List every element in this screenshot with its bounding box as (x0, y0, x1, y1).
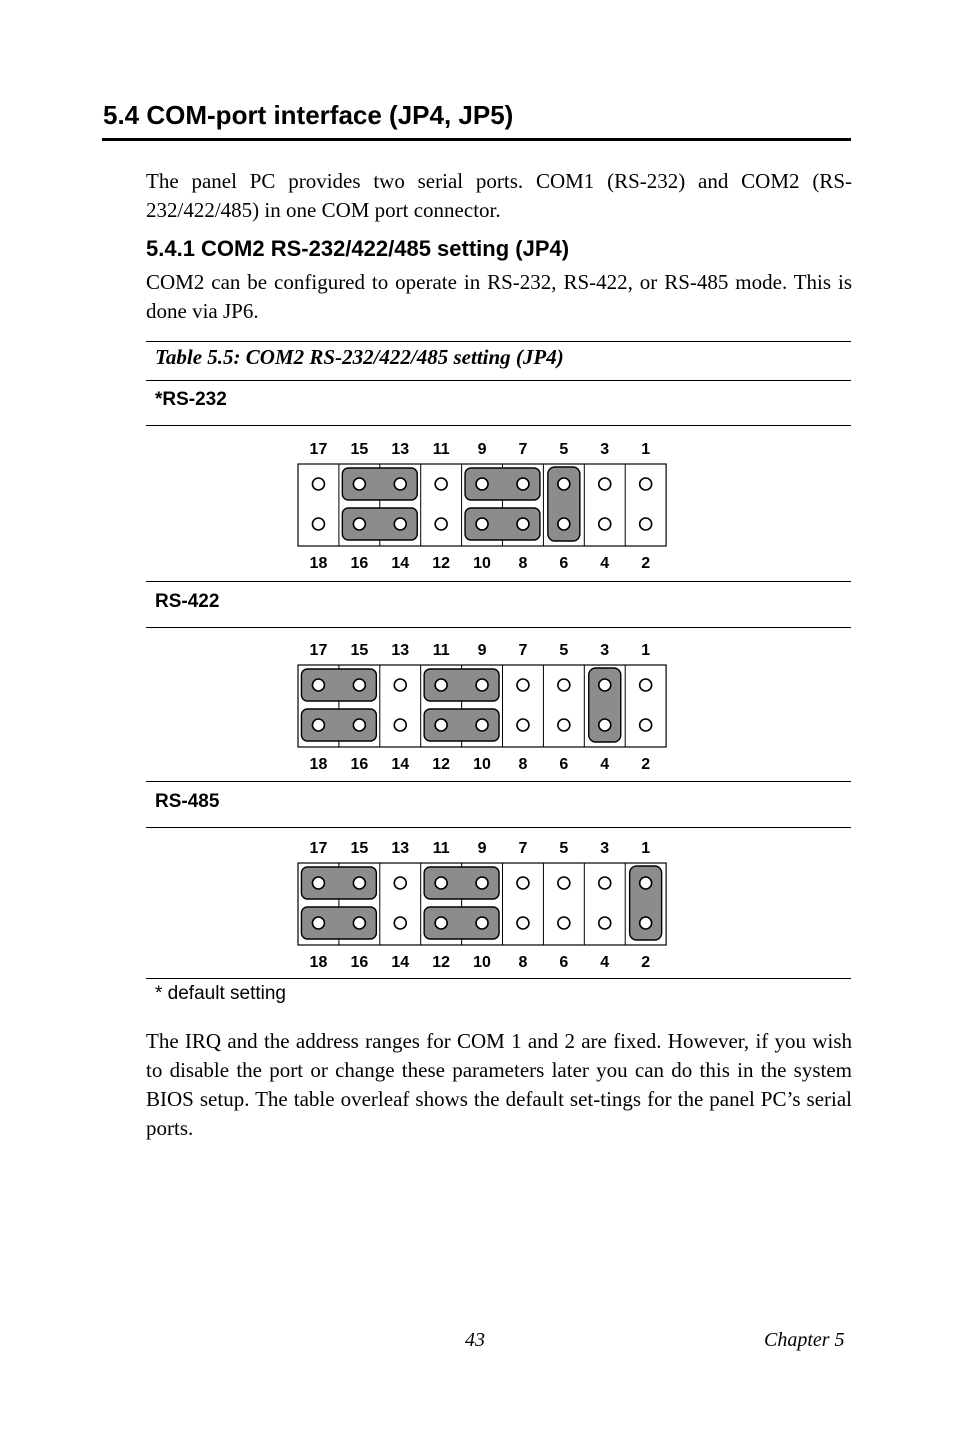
pin-number-bottom: 2 (641, 756, 651, 773)
pin-number-bottom: 6 (559, 756, 569, 773)
pin-number-bottom: 10 (473, 756, 491, 773)
pin (599, 679, 611, 691)
subsection-title: 5.4.1 COM2 RS-232/422/485 setting (JP4) (146, 236, 570, 261)
table-footnote: * default setting (155, 983, 286, 1004)
pin-number-bottom: 12 (432, 756, 451, 773)
jumper-diagram-rs232 (290, 430, 670, 570)
pin-number-top: 3 (600, 441, 610, 458)
table-row-rule (146, 627, 851, 628)
mode-label-rs422: RS-422 (155, 591, 220, 612)
pin (558, 877, 570, 889)
chapter-label: Chapter 5 (764, 1329, 845, 1351)
pin-number-top: 13 (391, 642, 410, 659)
pin (394, 518, 406, 530)
table-row-rule (146, 425, 851, 426)
pin (435, 679, 447, 691)
pin (476, 877, 488, 889)
pin (394, 719, 406, 731)
pin-number-bottom: 12 (432, 555, 451, 572)
pin-number-bottom: 14 (391, 555, 410, 572)
pin-number-top: 17 (309, 642, 328, 659)
pin-number-bottom: 2 (641, 954, 651, 971)
page-number: 43 (465, 1329, 485, 1351)
pin (476, 719, 488, 731)
intro-paragraph: The panel PC provides two serial ports. COM1 (RS-232) and COM2 (RS-232/422/485) in one COM port connector. (146, 169, 852, 222)
pin-number-bottom: 18 (309, 954, 328, 971)
pin (394, 478, 406, 490)
pin (599, 877, 611, 889)
pin-number-top: 1 (641, 441, 651, 458)
pin-number-bottom: 16 (350, 954, 369, 971)
pin (312, 679, 324, 691)
pin (599, 518, 611, 530)
pin-number-bottom: 16 (350, 756, 369, 773)
table-top-rule (146, 341, 851, 342)
mode-label-rs485: RS-485 (155, 791, 220, 812)
pin (517, 518, 529, 530)
pin (517, 877, 529, 889)
pin (476, 518, 488, 530)
pin (640, 719, 652, 731)
pin-number-top: 11 (432, 642, 450, 659)
table-caption: Table 5.5: COM2 RS-232/422/485 setting (JP4) (155, 345, 564, 369)
pin-number-top: 17 (309, 840, 328, 857)
pin-number-bottom: 16 (350, 555, 369, 572)
pin (558, 679, 570, 691)
pin (353, 679, 365, 691)
pin-number-bottom: 10 (473, 954, 491, 971)
pin (558, 719, 570, 731)
pin (476, 679, 488, 691)
pin (435, 478, 447, 490)
pin (558, 917, 570, 929)
pin (394, 877, 406, 889)
pin (435, 917, 447, 929)
pin-number-top: 15 (350, 840, 369, 857)
pin (517, 679, 529, 691)
pin (517, 719, 529, 731)
pin-number-bottom: 18 (309, 555, 328, 572)
pin (640, 518, 652, 530)
pin-number-bottom: 12 (432, 954, 451, 971)
pin (640, 917, 652, 929)
pin (312, 877, 324, 889)
pin (435, 719, 447, 731)
table-caption-rule (146, 380, 851, 381)
pin-number-bottom: 6 (559, 954, 569, 971)
subsection-paragraph: COM2 can be configured to operate in RS-232, RS-422, or RS-485 mode. This is done via JP6. (146, 270, 852, 323)
pin-number-bottom: 4 (600, 756, 610, 773)
pin-number-top: 1 (641, 642, 651, 659)
pin-number-top: 13 (391, 441, 410, 458)
pin-number-top: 7 (518, 642, 528, 659)
pin (353, 719, 365, 731)
pin (312, 917, 324, 929)
pin (353, 917, 365, 929)
mode-label-rs232: *RS-232 (155, 389, 227, 410)
pin (640, 478, 652, 490)
pin-number-top: 9 (477, 642, 487, 659)
pin-number-top: 15 (350, 441, 369, 458)
pin-number-top: 13 (391, 840, 410, 857)
pin (394, 917, 406, 929)
pin-number-top: 5 (559, 840, 569, 857)
pin-number-top: 3 (600, 840, 610, 857)
pin (558, 478, 570, 490)
pin (394, 679, 406, 691)
section-rule (102, 138, 851, 141)
pin-number-bottom: 14 (391, 756, 410, 773)
jumper-diagram-rs422 (290, 631, 670, 771)
pin-number-top: 15 (350, 642, 369, 659)
pin-number-top: 5 (559, 642, 569, 659)
pin (599, 917, 611, 929)
pin-number-bottom: 8 (518, 954, 528, 971)
pin (599, 719, 611, 731)
pin (558, 518, 570, 530)
closing-paragraph: The IRQ and the address ranges for COM 1 and 2 are fixed. However, if you wish to disable the port or change these parameters later you can do this in the system BIOS setup. The table overleaf shows the default set-tings for the panel PC’s serial ports. (146, 1029, 852, 1140)
pin (476, 478, 488, 490)
pin-number-top: 7 (518, 840, 528, 857)
pin (353, 478, 365, 490)
pin-number-top: 11 (432, 441, 450, 458)
pin (517, 917, 529, 929)
pin (517, 478, 529, 490)
section-title: 5.4 COM-port interface (JP4, JP5) (103, 100, 514, 130)
pin-number-bottom: 6 (559, 555, 569, 572)
pin-number-bottom: 8 (518, 756, 528, 773)
table-row-rule (146, 581, 851, 582)
pin (435, 877, 447, 889)
pin-number-top: 11 (432, 840, 450, 857)
pin-number-top: 5 (559, 441, 569, 458)
table-row-rule (146, 781, 851, 782)
pin-number-bottom: 8 (518, 555, 528, 572)
pin-number-top: 9 (477, 441, 487, 458)
pin (312, 518, 324, 530)
pin (312, 478, 324, 490)
pin (353, 877, 365, 889)
pin-number-top: 7 (518, 441, 528, 458)
pin-number-bottom: 18 (309, 756, 328, 773)
pin-number-top: 9 (477, 840, 487, 857)
pin-number-top: 1 (641, 840, 651, 857)
pin-number-bottom: 14 (391, 954, 410, 971)
pin-number-top: 3 (600, 642, 610, 659)
pin-number-bottom: 4 (600, 555, 610, 572)
pin-number-top: 17 (309, 441, 328, 458)
pin (312, 719, 324, 731)
pin (476, 917, 488, 929)
pin-number-bottom: 2 (641, 555, 651, 572)
pin (435, 518, 447, 530)
jumper-diagram-rs485 (290, 829, 670, 969)
pin (640, 679, 652, 691)
pin (599, 478, 611, 490)
pin (640, 877, 652, 889)
table-row-rule (146, 827, 851, 828)
table-bottom-rule (146, 978, 851, 979)
pin (353, 518, 365, 530)
pin-number-bottom: 10 (473, 555, 491, 572)
pin-number-bottom: 4 (600, 954, 610, 971)
